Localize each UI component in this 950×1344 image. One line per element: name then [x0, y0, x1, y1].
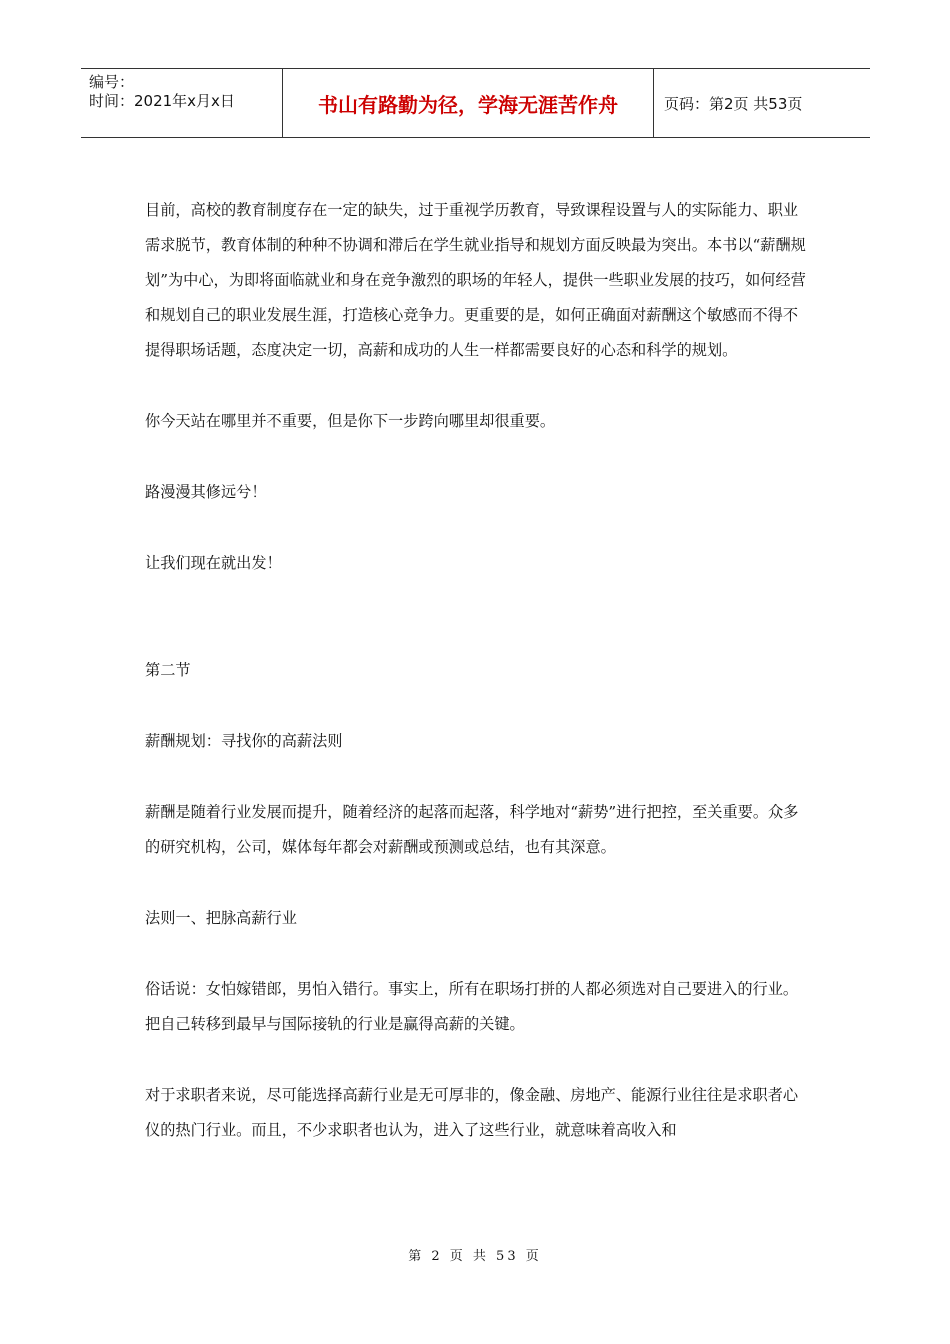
section-subtitle: 薪酬规划：寻找你的高薪法则	[145, 732, 343, 750]
header-meta	[81, 69, 282, 137]
paragraph-quote-3: 让我们现在就出发！	[145, 554, 282, 572]
paragraph-intro: 目前，高校的教育制度存在一定的缺失，过于重视学历教育，导致课程设置与人的实际能力、职业需求脱节，教育体制的种种不协调和滞后在学生就业指导和规划方面反映最为突出。本书以“薪酬规划”为中心，为即将面临就业和身在竞争激烈的职场的年轻人，提供一些职业发展的技巧，如何经营和规划自己的职业发展生涯，打造核心竞争力。更重要的是，如何正确面对薪酬这个敏感而不得不提得职场话题，态度决定一切，高薪和成功的人生一样都需要良好的心态和科学的规划。	[145, 201, 806, 359]
section-heading: 第二节	[145, 661, 191, 679]
date-label: 时间：2021年x月x日	[89, 92, 235, 110]
header-page-info: 页码：第2页 共53页	[664, 94, 803, 113]
number-label: 编号：	[89, 73, 135, 91]
document-header	[81, 68, 870, 138]
paragraph-quote-2: 路漫漫其修远兮！	[145, 483, 267, 501]
document-body	[145, 193, 810, 1148]
paragraph-salary: 薪酬是随着行业发展而提升，随着经济的起落而起落，科学地对“薪势”进行把控，至关重要。众多的研究机构，公司，媒体每年都会对薪酬或预测或总结，也有其深意。	[145, 803, 799, 856]
page-footer: 第 2 页 共 53 页	[408, 1249, 542, 1264]
header-motto: 书山有路勤为径，学海无涯苦作舟	[282, 69, 654, 137]
rule-heading: 法则一、把脉高薪行业	[145, 909, 297, 927]
paragraph-industry: 对于求职者来说，尽可能选择高薪行业是无可厚非的，像金融、房地产、能源行业往往是求职者心仪的热门行业。而且，不少求职者也认为，进入了这些行业，就意味着高收入和	[145, 1086, 799, 1139]
paragraph-quote-1: 你今天站在哪里并不重要，但是你下一步跨向哪里却很重要。	[145, 412, 556, 430]
paragraph-proverb: 俗话说：女怕嫁错郎，男怕入错行。事实上，所有在职场打拼的人都必须选对自己要进入的行业。把自己转移到最早与国际接轨的行业是赢得高薪的关键。	[145, 980, 799, 1033]
